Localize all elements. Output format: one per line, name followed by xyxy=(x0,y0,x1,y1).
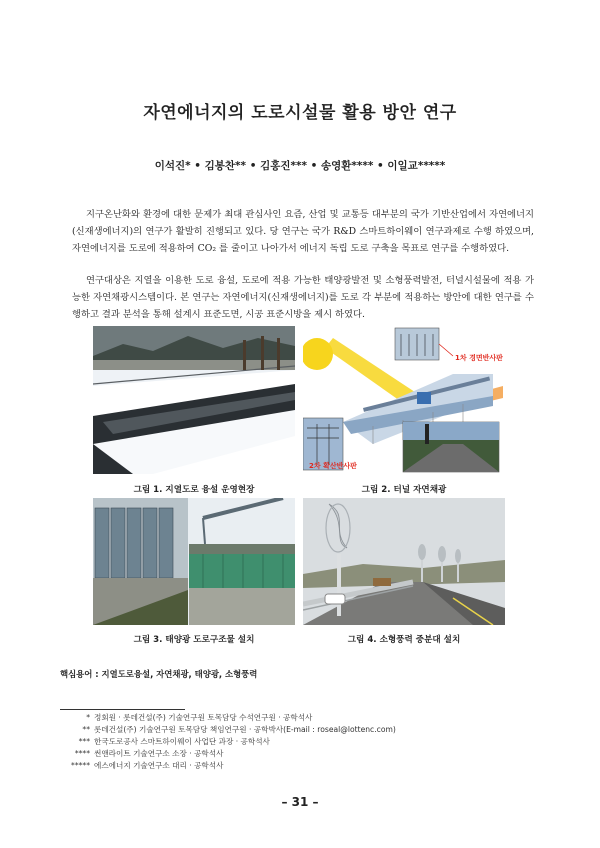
footnote-3 xyxy=(60,736,270,747)
footnote-1-mark: * xyxy=(86,713,90,722)
callout-diffuse-reflector: 2차 확산반사판 xyxy=(309,462,357,470)
keywords: 핵심용어 : 지열도로융설, 자연채광, 태양광, 소형풍력 xyxy=(60,669,258,679)
footnote-4-text: 썬앤라이트 기술연구소 소장 · 공학석사 xyxy=(94,749,224,758)
footnote-3-mark: *** xyxy=(78,737,90,746)
figure-1-image xyxy=(93,326,295,474)
abstract-paragraph-2: 연구대상은 지열을 이용한 도로 융설, 도로에 적용 가능한 태양광발전 및 소형풍력발전, 터널시설물에 적용 가능한 자연채광시스템이다. 본 연구는 자연에너지(신재생에너지)를 도로 각 부분에 적용하는 방안에 대한 연구를 수행하고 결과 분석을 통해 설계시 표준도면, 시공 표준시방을 제시 하였다. xyxy=(72,275,534,321)
callout-primary-mirror: 1차 경면반사판 xyxy=(455,354,503,362)
footnote-4-mark: **** xyxy=(74,749,90,758)
footnote-1 xyxy=(60,712,312,723)
page-title: 자연에너지의 도로시설물 활용 방안 연구 xyxy=(143,103,457,123)
footnote-2-text: 롯데건설(주) 기술연구원 토목담당 책임연구원 · 공학박사(E-mail : roseal@lottenc.com) xyxy=(94,725,396,734)
figure-1-caption: 그림 1. 지열도로 융설 운영현장 xyxy=(133,485,255,495)
footnote-4 xyxy=(60,748,223,759)
page-number: – 31 – xyxy=(281,795,319,809)
author-list: 이석진* • 김봉찬** • 김홍진*** • 송영환**** • 이일교***** xyxy=(154,160,446,172)
figure-3-caption: 그림 3. 태양광 도로구조물 설치 xyxy=(133,635,255,645)
figure-2-caption: 그림 2. 터널 자연채광 xyxy=(361,485,447,495)
figure-2-image xyxy=(303,326,505,474)
footnote-5 xyxy=(60,760,223,771)
footnote-5-mark: ***** xyxy=(71,761,90,770)
figure-4-caption: 그림 4. 소형풍력 중분대 설치 xyxy=(347,635,461,645)
footnote-2-mark: ** xyxy=(82,725,90,734)
footnote-3-text: 한국도로공사 스마트하이웨이 사업단 과장 · 공학석사 xyxy=(94,737,270,746)
figure-3-image xyxy=(93,498,295,625)
footnote-divider xyxy=(60,709,185,710)
footnote-2 xyxy=(60,724,396,735)
footnote-5-text: 에스에너지 기술연구소 대리 · 공학석사 xyxy=(94,761,224,770)
abstract-paragraph-1: 지구온난화와 환경에 대한 문제가 최대 관심사인 요즘, 산업 및 교통등 대부분의 국가 기반산업에서 자연에너지(신재생에너지)의 연구가 활발히 진행되고 있다. 당 연구는 국가 R&D 스마트하이웨이 연구과제로 수행 하였으며, 자연에너지를 도로에 적용하여 CO₂ 를 줄이고 나아가서 에너지 독립 도로 구축을 목표로 연구를 수행하였다. xyxy=(72,209,534,255)
footnote-1-text: 정회원 · 롯데건설(주) 기술연구원 토목담당 수석연구원 · 공학석사 xyxy=(94,713,313,722)
figure-4-image xyxy=(303,498,505,625)
